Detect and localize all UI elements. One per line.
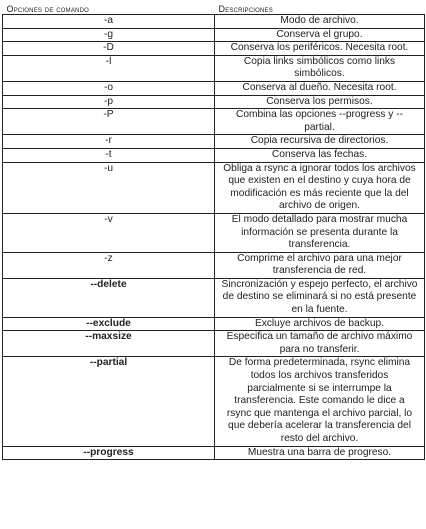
table-row (3, 331, 425, 357)
description-cell: Obliga a rsync a ignorar todos los archivos que existen en el destino y cuya hora de modificación es más reciente que la del archivo de origen. (215, 162, 425, 213)
description-cell: Copia links simbólicos como links simbólicos. (215, 55, 425, 81)
header-description: Descripciones (215, 2, 425, 15)
option-cell: -z (3, 252, 215, 278)
option-cell: -v (3, 213, 215, 252)
description-cell: Especifica un tamaño de archivo máximo para no transferir. (215, 331, 425, 357)
description-cell: Excluye archivos de backup. (215, 317, 425, 331)
table-row (3, 252, 425, 278)
option-cell: --exclude (3, 317, 215, 331)
table-row (3, 357, 425, 446)
option-cell: -u (3, 162, 215, 213)
table-row (3, 148, 425, 162)
description-cell: Conserva al dueño. Necesita root. (215, 81, 425, 95)
option-cell: -r (3, 135, 215, 149)
option-cell: --progress (3, 446, 215, 460)
option-cell: -P (3, 109, 215, 135)
option-cell: -a (3, 15, 215, 29)
description-cell: Conserva las fechas. (215, 148, 425, 162)
option-cell: -t (3, 148, 215, 162)
option-cell: -g (3, 28, 215, 42)
description-cell: Comprime el archivo para una mejor transferencia de red. (215, 252, 425, 278)
table-row (3, 55, 425, 81)
table-row (3, 81, 425, 95)
description-cell: De forma predeterminada, rsync elimina todos los archivos transferidos parcialmente si se interrumpe la transferencia. Este comando le dice a rsync que mantenga el archivo parcial, lo que debería acelerar la transferencia del resto del archivo. (215, 357, 425, 446)
table-row (3, 42, 425, 56)
rsync-options-table (2, 2, 425, 460)
option-cell: -D (3, 42, 215, 56)
description-cell: Conserva el grupo. (215, 28, 425, 42)
header-option: Opciones de comando (3, 2, 215, 15)
description-cell: Copia recursiva de directorios. (215, 135, 425, 149)
option-cell: -l (3, 55, 215, 81)
option-cell: --partial (3, 357, 215, 446)
table-row (3, 28, 425, 42)
header-row (3, 2, 425, 15)
description-cell: Conserva los permisos. (215, 95, 425, 109)
table-row (3, 109, 425, 135)
table-row (3, 95, 425, 109)
table-row (3, 317, 425, 331)
option-cell: -p (3, 95, 215, 109)
description-cell: Modo de archivo. (215, 15, 425, 29)
table-row (3, 135, 425, 149)
table-row (3, 15, 425, 29)
table-row (3, 162, 425, 213)
description-cell: Muestra una barra de progreso. (215, 446, 425, 460)
option-cell: -o (3, 81, 215, 95)
description-cell: Conserva los periféricos. Necesita root. (215, 42, 425, 56)
option-cell: --maxsize (3, 331, 215, 357)
table-row (3, 446, 425, 460)
table-row (3, 213, 425, 252)
option-cell: --delete (3, 278, 215, 317)
description-cell: Sincronización y espejo perfecto, el archivo de destino se eliminará si no está presente en la fuente. (215, 278, 425, 317)
description-cell: El modo detallado para mostrar mucha información se presenta durante la transferencia. (215, 213, 425, 252)
table-row (3, 278, 425, 317)
description-cell: Combina las opciones --progress y --partial. (215, 109, 425, 135)
table-body (3, 15, 425, 460)
